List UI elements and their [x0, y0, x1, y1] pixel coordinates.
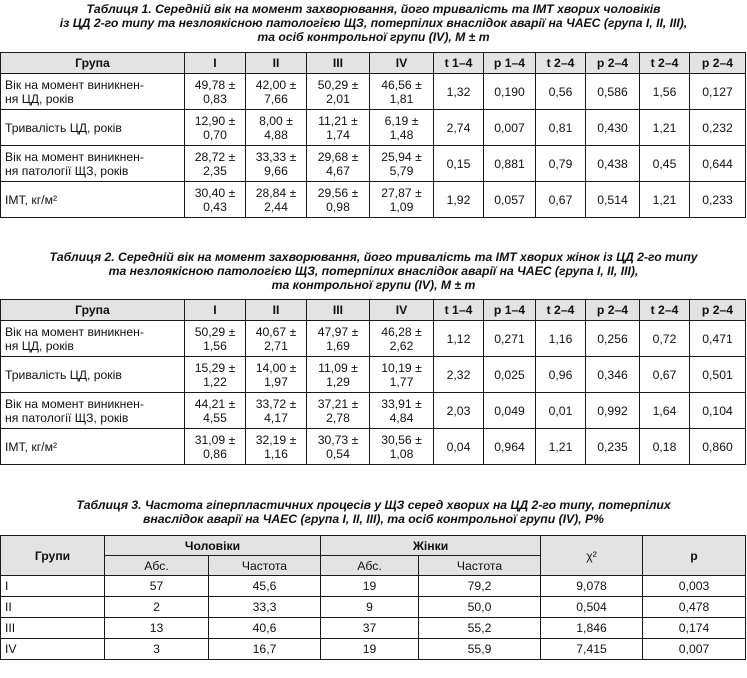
group-value-cell — [246, 182, 307, 218]
stat-cell: 1,21 — [640, 182, 690, 218]
mean-value: 44,21 ± — [194, 396, 236, 411]
stat-cell: 0,72 — [640, 321, 690, 357]
stat-cell: 0,644 — [690, 146, 746, 182]
value-cell: 0,478 — [643, 597, 746, 618]
group-value-cell — [246, 110, 307, 146]
row-label — [1, 74, 185, 110]
stat-cell: 0,881 — [484, 146, 536, 182]
mean-value: 15,29 ± — [194, 360, 236, 375]
stat-cell: 1,32 — [434, 74, 484, 110]
stat-cell: 2,32 — [434, 357, 484, 393]
caption-line: та осіб контрольної групи (IV), M ± m — [257, 30, 490, 44]
error-value: 1,81 — [389, 91, 414, 106]
mean-value: 33,91 ± — [381, 396, 422, 411]
mean-value: 33,72 ± — [255, 396, 297, 411]
row-label-line: Тривалість ЦД, років — [5, 367, 122, 382]
table-row — [1, 321, 746, 357]
value-cell: 0,007 — [643, 639, 746, 660]
column-header: p 1–4 — [484, 300, 536, 321]
table3-p-header: p — [643, 536, 746, 576]
group-label: ІІ — [1, 597, 105, 618]
caption-line: із ЦД 2-го типу та незлоякісною патологією ЩЗ, потерпілих внаслідок аварії на ЧАЕС (група І, ІІ, ІІІ), — [59, 16, 688, 30]
group-value-cell — [246, 393, 307, 429]
row-label — [1, 110, 185, 146]
stat-cell: 1,21 — [536, 429, 586, 465]
error-value: 2,71 — [264, 338, 288, 353]
row-label-line: Вік на момент виникнен- — [5, 77, 144, 92]
row-label-line: Вік на момент виникнен- — [5, 396, 144, 411]
error-value: 2,01 — [326, 91, 350, 106]
column-header: t 2–4 — [536, 53, 586, 74]
mean-value: 8,00 ± — [259, 113, 293, 128]
value-cell: 0,003 — [643, 576, 746, 597]
error-value: 1,56 — [203, 338, 227, 353]
stat-cell: 0,007 — [484, 110, 536, 146]
group-value-cell — [185, 429, 246, 465]
stat-cell: 0,15 — [434, 146, 484, 182]
stat-cell: 0,430 — [586, 110, 640, 146]
group-value-cell — [370, 357, 434, 393]
stat-cell: 1,16 — [536, 321, 586, 357]
row-label — [1, 393, 185, 429]
error-value: 1,29 — [326, 374, 350, 389]
error-value: 1,08 — [389, 446, 414, 461]
row-label-line: ня ЦД, років — [5, 91, 74, 106]
stat-cell: 0,45 — [640, 146, 690, 182]
group-label: ІІІ — [1, 618, 105, 639]
group-value-cell — [307, 321, 370, 357]
error-value: 4,84 — [389, 410, 414, 425]
stat-cell: 2,03 — [434, 393, 484, 429]
stat-cell: 0,67 — [640, 357, 690, 393]
mean-value: 46,28 ± — [381, 324, 422, 339]
group-value-cell — [307, 429, 370, 465]
group-value-cell — [307, 110, 370, 146]
group-value-cell — [307, 357, 370, 393]
value-cell: 3 — [105, 639, 209, 660]
group-label: IV — [1, 639, 105, 660]
error-value: 2,44 — [264, 199, 288, 214]
column-header: t 2–4 — [640, 300, 690, 321]
table1 — [0, 52, 746, 218]
table1-header-row — [1, 53, 746, 74]
stat-cell: 0,235 — [586, 429, 640, 465]
table2 — [0, 299, 746, 465]
error-value: 0,54 — [326, 446, 350, 461]
stat-cell: 1,56 — [640, 74, 690, 110]
value-cell: 50,0 — [419, 597, 541, 618]
value-cell: 19 — [321, 639, 419, 660]
group-label: І — [1, 576, 105, 597]
stat-cell: 0,471 — [690, 321, 746, 357]
table3-men-header: Чоловіки — [105, 536, 321, 556]
group-value-cell — [246, 321, 307, 357]
error-value: 4,88 — [264, 127, 288, 142]
stat-cell: 0,81 — [536, 110, 586, 146]
mean-value: 11,21 ± — [318, 113, 358, 128]
mean-value: 50,29 ± — [317, 77, 359, 92]
group-value-cell — [185, 146, 246, 182]
error-value: 4,67 — [326, 163, 350, 178]
row-label-line: Тривалість ЦД, років — [5, 120, 122, 135]
table-row — [1, 618, 746, 639]
stat-cell: 0,514 — [586, 182, 640, 218]
group-value-cell — [370, 393, 434, 429]
stat-cell: 0,104 — [690, 393, 746, 429]
column-header: Група — [1, 53, 185, 74]
row-label — [1, 321, 185, 357]
error-value: 1,97 — [264, 374, 288, 389]
group-value-cell — [246, 357, 307, 393]
value-cell: 79,2 — [419, 576, 541, 597]
row-label-line: ІМТ, кг/м² — [5, 192, 58, 207]
value-cell: 37 — [321, 618, 419, 639]
value-cell: 19 — [321, 576, 419, 597]
error-value: 0,98 — [326, 199, 350, 214]
caption-line: внаслідок аварії на ЧАЕС (група І, ІІ, ІІІ), та осіб контрольної групи (IV), P% — [143, 512, 604, 526]
column-header: p 2–4 — [586, 300, 640, 321]
column-header: IV — [370, 53, 434, 74]
stat-cell: 1,12 — [434, 321, 484, 357]
stat-cell: 1,21 — [640, 110, 690, 146]
table3 — [0, 535, 746, 660]
column-header: IV — [370, 300, 434, 321]
group-value-cell — [370, 146, 434, 182]
group-value-cell — [185, 74, 246, 110]
value-cell: 45,6 — [209, 576, 321, 597]
column-header: t 2–4 — [640, 53, 690, 74]
caption-line: Таблиця 2. Середній вік на момент захворювання, його тривалість та ІМТ хворих жінок із ЦД 2-го типу — [49, 250, 698, 264]
mean-value: 14,00 ± — [255, 360, 297, 375]
stat-cell: 0,025 — [484, 357, 536, 393]
row-label — [1, 429, 185, 465]
group-value-cell — [307, 146, 370, 182]
mean-value: 49,78 ± — [194, 77, 236, 92]
mean-value: 47,97 ± — [317, 324, 359, 339]
group-value-cell — [246, 146, 307, 182]
error-value: 1,48 — [389, 127, 414, 142]
column-header: p 1–4 — [484, 53, 536, 74]
column-header: p 2–4 — [690, 53, 746, 74]
mean-value: 30,40 ± — [194, 185, 236, 200]
stat-cell: 0,190 — [484, 74, 536, 110]
column-header: p 2–4 — [690, 300, 746, 321]
table-row — [1, 146, 746, 182]
row-label — [1, 182, 185, 218]
mean-value: 50,29 ± — [194, 324, 236, 339]
row-label-line: ня патології ЩЗ, років — [5, 163, 129, 178]
row-label-line: Вік на момент виникнен- — [5, 149, 144, 164]
stat-cell: 0,346 — [586, 357, 640, 393]
caption-line: та незлоякісною патологією ЩЗ, потерпілих внаслідок аварії на ЧАЕС (група І, ІІ, ІІІ), — [108, 264, 639, 278]
group-value-cell — [185, 182, 246, 218]
value-cell: 55,9 — [419, 639, 541, 660]
stat-cell: 0,56 — [536, 74, 586, 110]
group-value-cell — [185, 357, 246, 393]
group-value-cell — [370, 110, 434, 146]
table3-caption — [0, 498, 747, 526]
mean-value: 6,19 ± — [384, 113, 419, 128]
error-value: 1,22 — [203, 374, 227, 389]
table-row — [1, 576, 746, 597]
table3-groups-header: Групи — [1, 536, 105, 576]
value-cell: 55,2 — [419, 618, 541, 639]
mean-value: 29,68 ± — [317, 149, 359, 164]
caption-line: та контрольної групи (IV), M ± m — [271, 278, 476, 292]
error-value: 5,79 — [389, 163, 414, 178]
value-cell: 33,3 — [209, 597, 321, 618]
error-value: 4,17 — [264, 410, 288, 425]
column-header: t 1–4 — [434, 53, 484, 74]
row-label-line: ІМТ, кг/м² — [5, 439, 58, 454]
table-row — [1, 597, 746, 618]
group-value-cell — [307, 74, 370, 110]
value-cell: 16,7 — [209, 639, 321, 660]
error-value: 4,55 — [203, 410, 227, 425]
value-cell: 7,415 — [541, 639, 643, 660]
stat-cell: 0,18 — [640, 429, 690, 465]
stat-cell: 0,79 — [536, 146, 586, 182]
column-header: ІІ — [246, 300, 307, 321]
value-cell: 0,174 — [643, 618, 746, 639]
table-row — [1, 182, 746, 218]
error-value: 7,66 — [264, 91, 288, 106]
error-value: 2,78 — [326, 410, 350, 425]
table-row — [1, 74, 746, 110]
error-value: 0,83 — [203, 91, 227, 106]
error-value: 2,35 — [203, 163, 227, 178]
mean-value: 10,19 ± — [381, 360, 422, 375]
table2-header-row — [1, 300, 746, 321]
error-value: 1,74 — [326, 127, 350, 142]
mean-value: 42,00 ± — [255, 77, 297, 92]
mean-value: 25,94 ± — [381, 149, 422, 164]
stat-cell: 1,64 — [640, 393, 690, 429]
column-header: ІІІ — [307, 300, 370, 321]
stat-cell: 0,057 — [484, 182, 536, 218]
error-value: 1,69 — [326, 338, 350, 353]
error-value: 0,86 — [203, 446, 227, 461]
mean-value: 12,90 ± — [194, 113, 236, 128]
table-row — [1, 110, 746, 146]
stat-cell: 0,232 — [690, 110, 746, 146]
stat-cell: 0,860 — [690, 429, 746, 465]
column-header: І — [185, 300, 246, 321]
error-value: 1,77 — [389, 374, 414, 389]
mean-value: 46,56 ± — [381, 77, 422, 92]
table-row — [1, 639, 746, 660]
group-value-cell — [185, 110, 246, 146]
column-header: І — [185, 53, 246, 74]
group-value-cell — [370, 74, 434, 110]
stat-cell: 0,964 — [484, 429, 536, 465]
mean-value: 40,67 ± — [255, 324, 297, 339]
table3-men-abs-header: Абс. — [105, 556, 209, 576]
row-label-line: ня ЦД, років — [5, 338, 74, 353]
mean-value: 37,21 ± — [317, 396, 359, 411]
stat-cell: 0,256 — [586, 321, 640, 357]
value-cell: 2 — [105, 597, 209, 618]
mean-value: 30,56 ± — [381, 432, 422, 447]
table-row — [1, 393, 746, 429]
mean-value: 32,19 ± — [255, 432, 297, 447]
stat-cell: 0,049 — [484, 393, 536, 429]
table2-caption — [0, 250, 747, 292]
table3-women-header: Жінки — [321, 536, 541, 556]
column-header: Група — [1, 300, 185, 321]
group-value-cell — [370, 182, 434, 218]
row-label-line: Вік на момент виникнен- — [5, 324, 144, 339]
group-value-cell — [307, 393, 370, 429]
stat-cell: 0,438 — [586, 146, 640, 182]
value-cell: 40,6 — [209, 618, 321, 639]
column-header: ІІ — [246, 53, 307, 74]
stat-cell: 0,586 — [586, 74, 640, 110]
table3-men-freq-header: Частота — [209, 556, 321, 576]
group-value-cell — [185, 393, 246, 429]
value-cell: 1,846 — [541, 618, 643, 639]
table-row — [1, 357, 746, 393]
error-value: 1,16 — [264, 446, 288, 461]
group-value-cell — [246, 429, 307, 465]
error-value: 9,66 — [264, 163, 288, 178]
group-value-cell — [185, 321, 246, 357]
stat-cell: 1,92 — [434, 182, 484, 218]
caption-line: Таблиця 1. Середній вік на момент захворювання, його тривалість та ІМТ хворих чоловіків — [86, 2, 661, 16]
group-value-cell — [370, 321, 434, 357]
mean-value: 28,84 ± — [255, 185, 297, 200]
table-row — [1, 429, 746, 465]
stat-cell: 0,67 — [536, 182, 586, 218]
group-value-cell — [307, 182, 370, 218]
group-value-cell — [370, 429, 434, 465]
table3-header-row-1 — [1, 536, 746, 556]
stat-cell: 0,992 — [586, 393, 640, 429]
value-cell: 9,078 — [541, 576, 643, 597]
mean-value: 28,72 ± — [194, 149, 236, 164]
mean-value: 27,87 ± — [381, 185, 422, 200]
stat-cell: 0,127 — [690, 74, 746, 110]
mean-value: 29,56 ± — [317, 185, 359, 200]
row-label-line: ня патології ЩЗ, років — [5, 410, 129, 425]
error-value: 2,62 — [389, 338, 414, 353]
mean-value: 31,09 ± — [194, 432, 236, 447]
error-value: 0,43 — [203, 199, 227, 214]
table3-chi-header: χ² — [541, 536, 643, 576]
mean-value: 11,09 ± — [318, 360, 358, 375]
stat-cell: 0,01 — [536, 393, 586, 429]
table1-caption — [0, 2, 747, 44]
value-cell: 13 — [105, 618, 209, 639]
stat-cell: 0,271 — [484, 321, 536, 357]
stat-cell: 0,233 — [690, 182, 746, 218]
error-value: 1,09 — [389, 199, 414, 214]
stat-cell: 0,501 — [690, 357, 746, 393]
error-value: 0,70 — [203, 127, 227, 142]
mean-value: 33,33 ± — [255, 149, 297, 164]
column-header: t 1–4 — [434, 300, 484, 321]
value-cell: 9 — [321, 597, 419, 618]
row-label — [1, 357, 185, 393]
stat-cell: 0,96 — [536, 357, 586, 393]
column-header: p 2–4 — [586, 53, 640, 74]
column-header: ІІІ — [307, 53, 370, 74]
table3-women-abs-header: Абс. — [321, 556, 419, 576]
column-header: t 2–4 — [536, 300, 586, 321]
caption-line: Таблиця 3. Частота гіперпластичних процесів у ЩЗ серед хворих на ЦД 2-го типу, потерпілих — [76, 498, 671, 512]
group-value-cell — [246, 74, 307, 110]
value-cell: 57 — [105, 576, 209, 597]
row-label — [1, 146, 185, 182]
value-cell: 0,504 — [541, 597, 643, 618]
table3-women-freq-header: Частота — [419, 556, 541, 576]
stat-cell: 0,04 — [434, 429, 484, 465]
mean-value: 30,73 ± — [317, 432, 359, 447]
stat-cell: 2,74 — [434, 110, 484, 146]
